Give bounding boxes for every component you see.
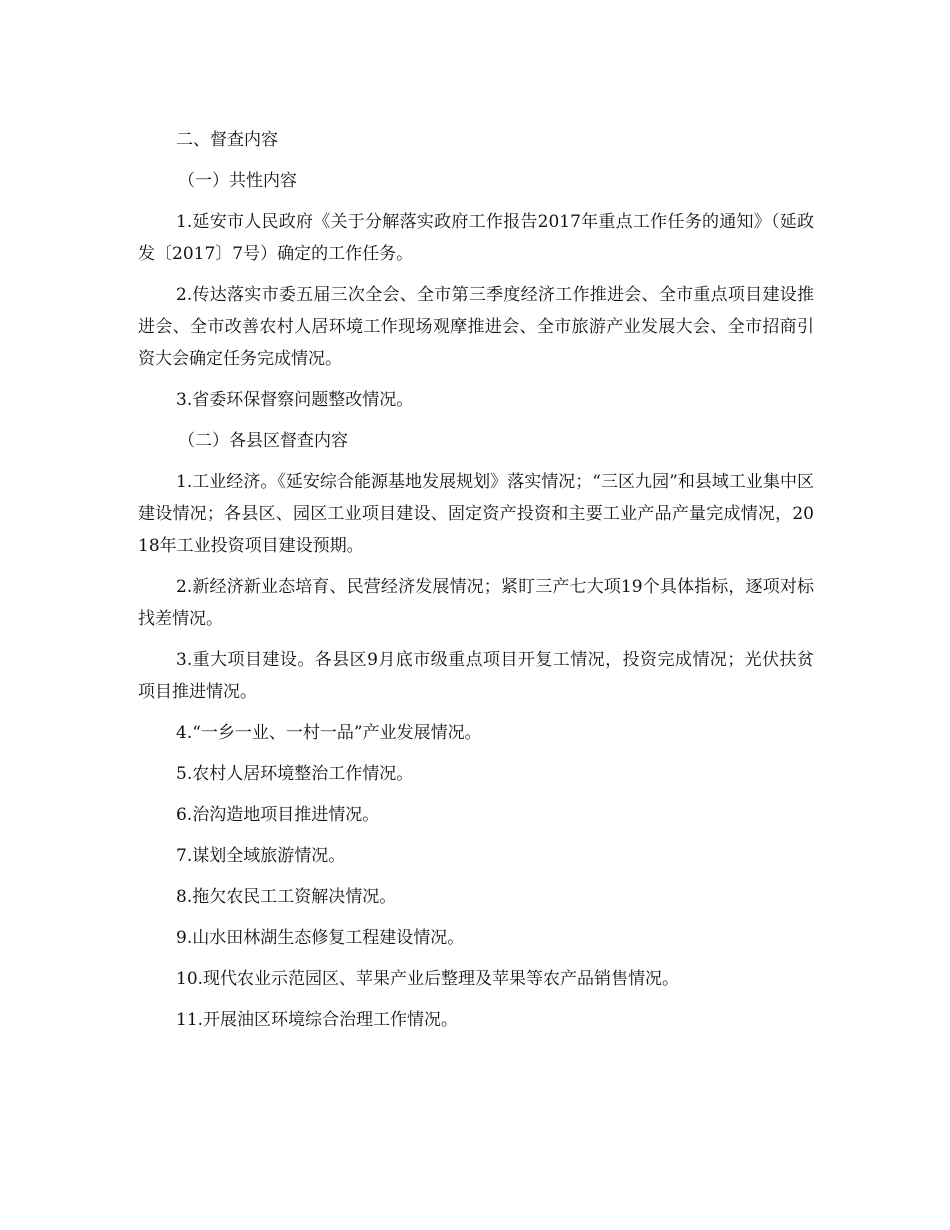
paragraph-common-1: 1.延安市人民政府《关于分解落实政府工作报告2017年重点工作任务的通知》（延政发〔2017〕7号）确定的工作任务。: [138, 212, 814, 264]
paragraph-county-5: 5.农村人居环境整治工作情况。: [176, 764, 414, 784]
paragraph-county-3: 3.重大项目建设。各县区9月底市级重点项目开复工情况，投资完成情况；光伏扶贫项目推进情况。: [138, 650, 814, 702]
document-body: [138, 124, 814, 1045]
section-heading-supervision-content: 二、督查内容: [176, 130, 278, 150]
paragraph-county-4: 4.“一乡一业、一村一品”产业发展情况。: [176, 723, 482, 743]
paragraph-common-3: 3.省委环保督察问题整改情况。: [176, 390, 414, 410]
subsection-heading-common-content: （一）共性内容: [178, 171, 297, 191]
paragraph-county-7: 7.谋划全域旅游情况。: [176, 846, 346, 866]
paragraph-county-2: 2.新经济新业态培育、民营经济发展情况；紧盯三产七大项19个具体指标，逐项对标找差情况。: [138, 577, 814, 629]
paragraph-county-9: 9.山水田林湖生态修复工程建设情况。: [176, 928, 465, 948]
paragraph-county-1: 1.工业经济。《延安综合能源基地发展规划》落实情况；“三区九园”和县域工业集中区建设情况；各县区、园区工业项目建设、固定资产投资和主要工业产品产量完成情况，2018年工业投资项目建设预期。: [138, 472, 814, 556]
paragraph-county-11: 11.开展油区环境综合治理工作情况。: [176, 1010, 459, 1030]
paragraph-common-2: 2.传达落实市委五届三次全会、全市第三季度经济工作推进会、全市重点项目建设推进会、全市改善农村人居环境工作现场观摩推进会、全市旅游产业发展大会、全市招商引资大会确定任务完成情况。: [138, 285, 814, 369]
paragraph-county-8: 8.拖欠农民工工资解决情况。: [176, 887, 397, 907]
paragraph-county-10: 10.现代农业示范园区、苹果产业后整理及苹果等农产品销售情况。: [176, 969, 680, 989]
subsection-heading-county-content: （二）各县区督查内容: [178, 431, 348, 451]
paragraph-county-6: 6.治沟造地项目推进情况。: [176, 805, 380, 825]
